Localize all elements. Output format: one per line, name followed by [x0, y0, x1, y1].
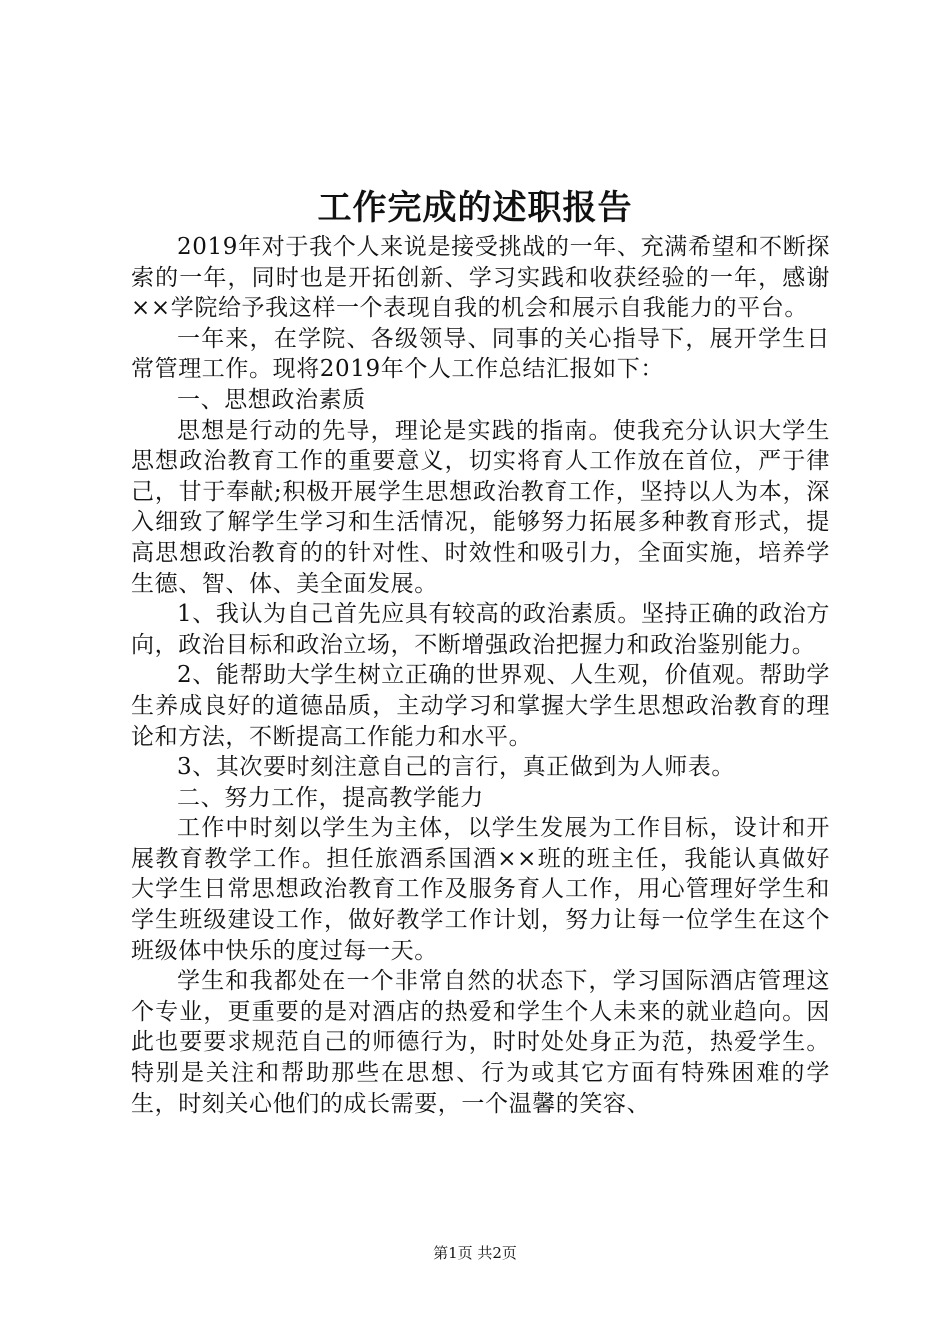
paragraph: 思想是行动的先导，理论是实践的指南。使我充分认识大学生思想政治教育工作的重要意义，切实将育人工作放在首位，严于律己，甘于奉献;积极开展学生思想政治教育工作，坚持以人为本，深入细致了解学生学习和生活情况，能够努力拓展多种教育形式，提高思想政治教育的的针对性、时效性和吸引力，全面实施，培养学生德、智、体、美全面发展。	[131, 417, 830, 597]
section-heading: 一、思想政治素质	[177, 386, 366, 413]
paragraph: 工作中时刻以学生为主体，以学生发展为工作目标，设计和开展教育教学工作。担任旅酒系国酒××班的班主任，我能认真做好大学生日常思想政治教育工作及服务育人工作，用心管理好学生和学生班级建设工作，做好教学工作计划，努力让每一位学生在这个班级体中快乐的度过每一天。	[131, 815, 830, 964]
paragraph: 一年来，在学院、各级领导、同事的关心指导下，展开学生日常管理工作。现将2019年个人工作总结汇报如下：	[131, 325, 830, 383]
page-number-footer: 第1页 共2页	[433, 1244, 517, 1262]
list-item: 1、我认为自己首先应具有较高的政治素质。坚持正确的政治方向，政治目标和政治立场，不断增强政治把握力和政治鉴别能力。	[131, 601, 830, 658]
section-heading: 二、努力工作，提高教学能力	[177, 784, 484, 811]
paragraph: 2019年对于我个人来说是接受挑战的一年、充满希望和不断探索的一年，同时也是开拓创新、学习实践和收获经验的一年，感谢××学院给予我这样一个表现自我的机会和展示自我能力的平台。	[131, 234, 830, 322]
document-title: 工作完成的述职报告	[317, 188, 633, 228]
document-body	[131, 232, 830, 1119]
list-item: 3、其次要时刻注意自己的言行，真正做到为人师表。	[177, 754, 736, 781]
paragraph: 学生和我都处在一个非常自然的状态下，学习国际酒店管理这个专业，更重要的是对酒店的热爱和学生个人未来的就业趋向。因此也要要求规范自己的师德行为，时时处处身正为范，热爱学生。特别是关注和帮助那些在思想、行为或其它方面有特殊困难的学生，时刻关心他们的成长需要，一个温馨的笑容、	[131, 968, 830, 1117]
list-item: 2、能帮助大学生树立正确的世界观、人生观，价值观。帮助学生养成良好的道德品质，主动学习和掌握大学生思想政治教育的理论和方法，不断提高工作能力和水平。	[131, 662, 830, 750]
